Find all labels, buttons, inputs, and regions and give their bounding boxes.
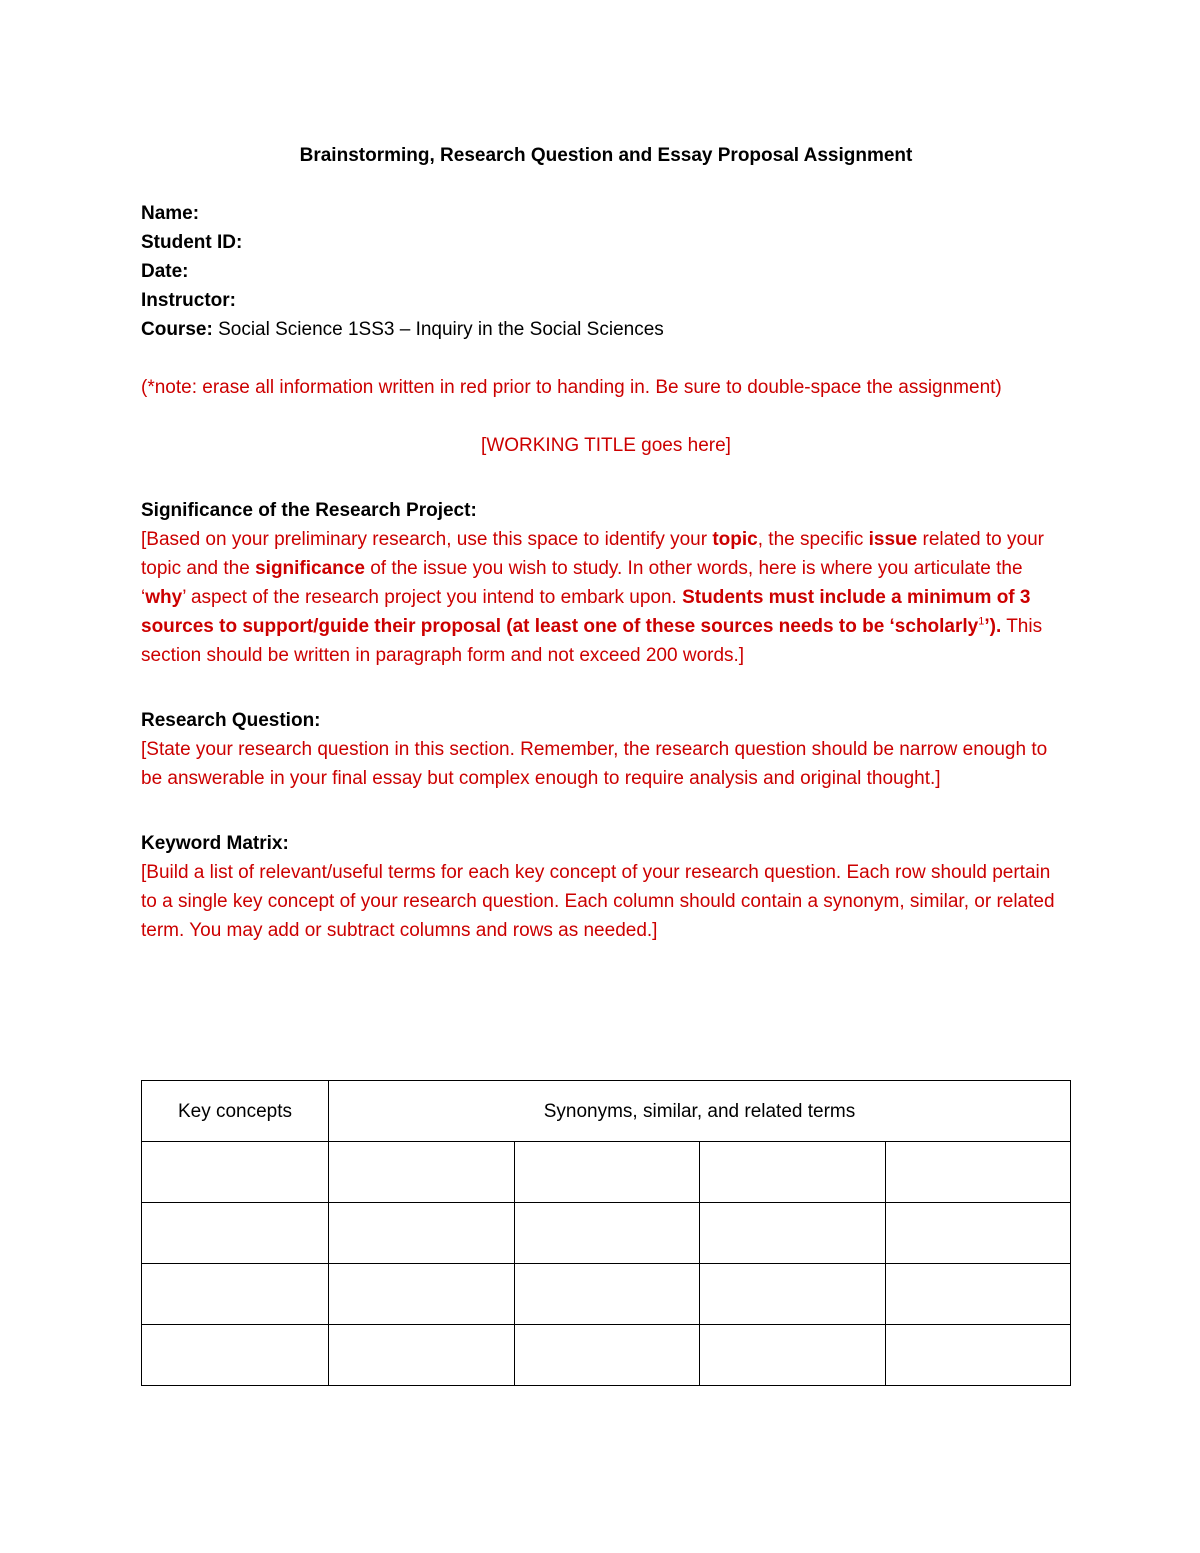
related-term-cell[interactable] <box>514 1203 700 1264</box>
synonyms-header: Synonyms, similar, and related terms <box>329 1081 1071 1142</box>
research-question-heading: Research Question: <box>141 710 321 731</box>
page-title: Brainstorming, Research Question and Essay Proposal Assignment <box>299 145 913 166</box>
keyword-matrix-section <box>141 829 1071 945</box>
significance-section <box>141 496 1071 670</box>
working-title-placeholder: [WORKING TITLE goes here] <box>481 435 731 456</box>
sources-requirement-close: ’). <box>984 616 1002 637</box>
course-field-label: Course: <box>141 319 213 340</box>
name-field-label: Name: <box>141 203 200 224</box>
significance-heading: Significance of the Research Project: <box>141 500 477 521</box>
significance-text-3: related to your topic and the <box>141 529 1044 579</box>
key-concept-cell[interactable] <box>142 1142 329 1203</box>
significance-issue-emphasis: issue <box>868 529 918 550</box>
key-concept-cell[interactable] <box>142 1264 329 1325</box>
keyword-matrix-instructions: [Build a list of relevant/useful terms for each key concept of your research question. Each row should pertain to a single key concept of your research question. Each column should contain a synonym, similar, or related term. You may add or subtract columns and rows as needed.] <box>141 862 1055 941</box>
related-term-cell[interactable] <box>885 1264 1071 1325</box>
related-term-cell[interactable] <box>700 1203 886 1264</box>
related-term-cell[interactable] <box>885 1203 1071 1264</box>
related-term-cell[interactable] <box>700 1264 886 1325</box>
key-concept-cell[interactable] <box>142 1325 329 1386</box>
significance-text-4: of the issue you wish to study. In other words, here is where you articulate the ‘ <box>141 558 1023 608</box>
table-row <box>142 1203 1071 1264</box>
key-concept-cell[interactable] <box>142 1203 329 1264</box>
research-question-section <box>141 706 1071 793</box>
course-value: Social Science 1SS3 – Inquiry in the Social Sciences <box>212 319 664 340</box>
sources-requirement: Students must include a minimum of 3 sources to support/guide their proposal (at least one of these sources needs to be ‘scholarly <box>141 587 1031 637</box>
related-term-cell[interactable] <box>885 1325 1071 1386</box>
student-info-block <box>141 199 1071 344</box>
significance-text-2: , the specific <box>757 529 869 550</box>
related-term-cell[interactable] <box>329 1325 515 1386</box>
related-term-cell[interactable] <box>885 1142 1071 1203</box>
significance-text-6: This section should be written in paragraph form and not exceed 200 words.] <box>141 616 1043 666</box>
related-term-cell[interactable] <box>514 1142 700 1203</box>
instructor-field-label: Instructor: <box>141 290 236 311</box>
red-note: (*note: erase all information written in red prior to handing in. Be sure to double-space the assignment) <box>141 377 1002 398</box>
significance-significance-emphasis: significance <box>255 558 365 579</box>
date-field-label: Date: <box>141 261 189 282</box>
footnote-marker: 1 <box>978 615 985 628</box>
document-body <box>141 141 1071 945</box>
significance-topic-emphasis: topic <box>712 529 758 550</box>
table-row <box>142 1142 1071 1203</box>
significance-instructions <box>141 525 1071 670</box>
related-term-cell[interactable] <box>700 1142 886 1203</box>
course-line <box>141 315 1071 344</box>
related-term-cell[interactable] <box>329 1203 515 1264</box>
table-row <box>142 1325 1071 1386</box>
student-id-field-label: Student ID: <box>141 232 243 253</box>
related-term-cell[interactable] <box>329 1264 515 1325</box>
keyword-matrix-table <box>141 1080 1071 1386</box>
related-term-cell[interactable] <box>514 1264 700 1325</box>
significance-why-emphasis: why <box>145 587 183 608</box>
research-question-instructions: [State your research question in this section. Remember, the research question should be narrow enough to be answerable in your final essay but complex enough to require analysis and original thought.] <box>141 739 1048 789</box>
table-header-row <box>142 1081 1071 1142</box>
related-term-cell[interactable] <box>329 1142 515 1203</box>
related-term-cell[interactable] <box>700 1325 886 1386</box>
key-concepts-header: Key concepts <box>142 1081 329 1142</box>
significance-text-1: [Based on your preliminary research, use this space to identify your <box>141 529 713 550</box>
related-term-cell[interactable] <box>514 1325 700 1386</box>
keyword-matrix-heading: Keyword Matrix: <box>141 833 289 854</box>
table-row <box>142 1264 1071 1325</box>
significance-text-5: ’ aspect of the research project you intend to embark upon. <box>182 587 683 608</box>
